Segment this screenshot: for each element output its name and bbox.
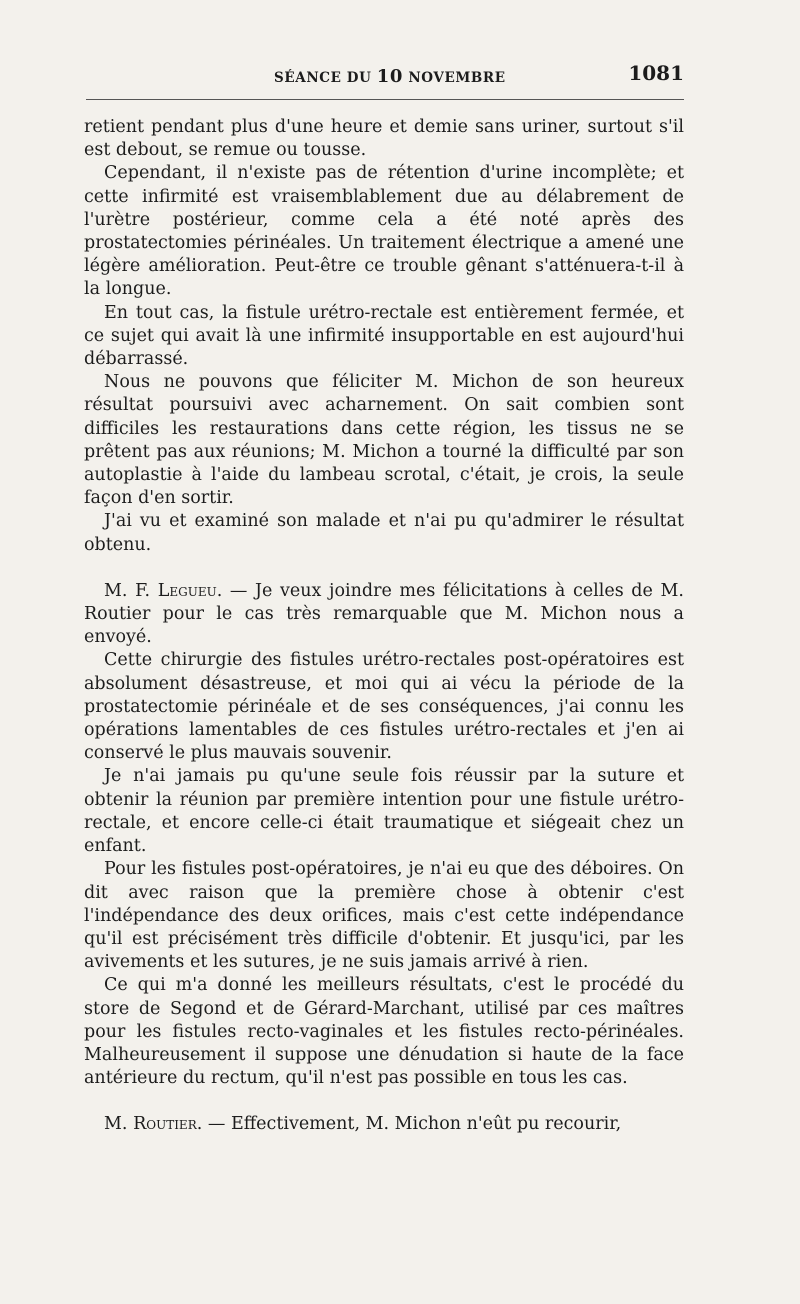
speaker-prefix: M. [104, 1114, 128, 1135]
speaker-prefix: M. F. [104, 580, 151, 601]
page-header [86, 58, 684, 92]
paragraph: Nous ne pouvons que féliciter M. Michon de son heureux résultat poursuivi avec acharnement. On sait combien sont difficiles les restaurations dans cette région, les tissus ne se prêtent pas aux réunions; M. Michon a tourné la difficulté par son autoplastie à l'aide du lambeau scrotal, c'était, je crois, la seule façon d'en sortir. [84, 372, 684, 509]
speaker-text: Je veux joindre mes félicitations à celles de M. Routier pour le cas très remarquable que M. Michon nous a envoyé. [84, 580, 684, 648]
paragraph: Je n'ai jamais pu qu'une seule fois réussir par la suture et obtenir la réunion par première intention pour une fistule urétro-rectale, et encore celle-ci était traumatique et siégeait chez un enfant. [84, 766, 684, 857]
speaker-text: Effectivement, M. Michon n'eût pu recourir, [230, 1114, 622, 1135]
running-title-post: NOVEMBRE [408, 70, 506, 86]
page-number: 1081 [628, 61, 684, 85]
speaker-paragraph-legueu [84, 580, 684, 650]
running-title-day: 10 [376, 66, 404, 87]
speaker-paragraph-routier [84, 1113, 684, 1136]
paragraph: En tout cas, la fistule urétro-rectale est entièrement fermée, et ce sujet qui avait là une infirmité insupportable en est aujourd'hui débarrassé. [84, 302, 684, 370]
paragraph-continued: retient pendant plus d'une heure et demie sans uriner, surtout s'il est debout, se remue ou tousse. [84, 117, 684, 161]
speaker-name: Legueu [157, 580, 217, 601]
header-divider [86, 99, 684, 100]
paragraph: Ce qui m'a donné les meilleurs résultats, c'est le procédé du store de Segond et de Gérard-Marchant, utilisé par ces maîtres pour les fistules recto-vaginales et les fistules recto-périnéales. Malheureusement il suppose une dénudation si haute de la face antérieure du rectum, qu'il n'est pas possible en tous les cas. [84, 975, 684, 1089]
body-text [84, 116, 684, 1137]
paragraph: Cette chirurgie des fistules urétro-rectales post-opératoires est absolument désastreuse, et moi qui ai vécu la période de la prostatectomie périnéale et de ses conséquences, j'ai connu les opérations lamentables de ces fistules urétro-rectales et j'en ai conservé le plus mauvais souvenir. [84, 650, 684, 764]
speaker-dash: . — [196, 1114, 226, 1135]
paragraph: Pour les fistules post-opératoires, je n'ai eu que des déboires. On dit avec raison que la première chose à obtenir c'est l'indépendance des deux orifices, mais c'est cette indépendance qu'il est précisément très difficile d'obtenir. Et jusqu'ici, par les avivements et les sutures, je ne suis jamais arrivé à rien. [84, 859, 684, 973]
running-title [274, 66, 506, 87]
speaker-dash: . — [216, 580, 248, 601]
running-title-pre: SÉANCE DU [274, 70, 372, 86]
paragraph: J'ai vu et examiné son malade et n'ai pu qu'admirer le résultat obtenu. [84, 511, 684, 555]
paragraph: Cependant, il n'existe pas de rétention d'urine incomplète; et cette infirmité est vraisemblablement due au délabrement de l'urètre postérieur, comme cela a été noté après des prostatectomies périnéales. Un traitement électrique a amené une légère amélioration. Peut-être ce trouble gênant s'atténuera-t-il à la longue. [84, 163, 684, 300]
speaker-name: Routier [133, 1114, 197, 1135]
